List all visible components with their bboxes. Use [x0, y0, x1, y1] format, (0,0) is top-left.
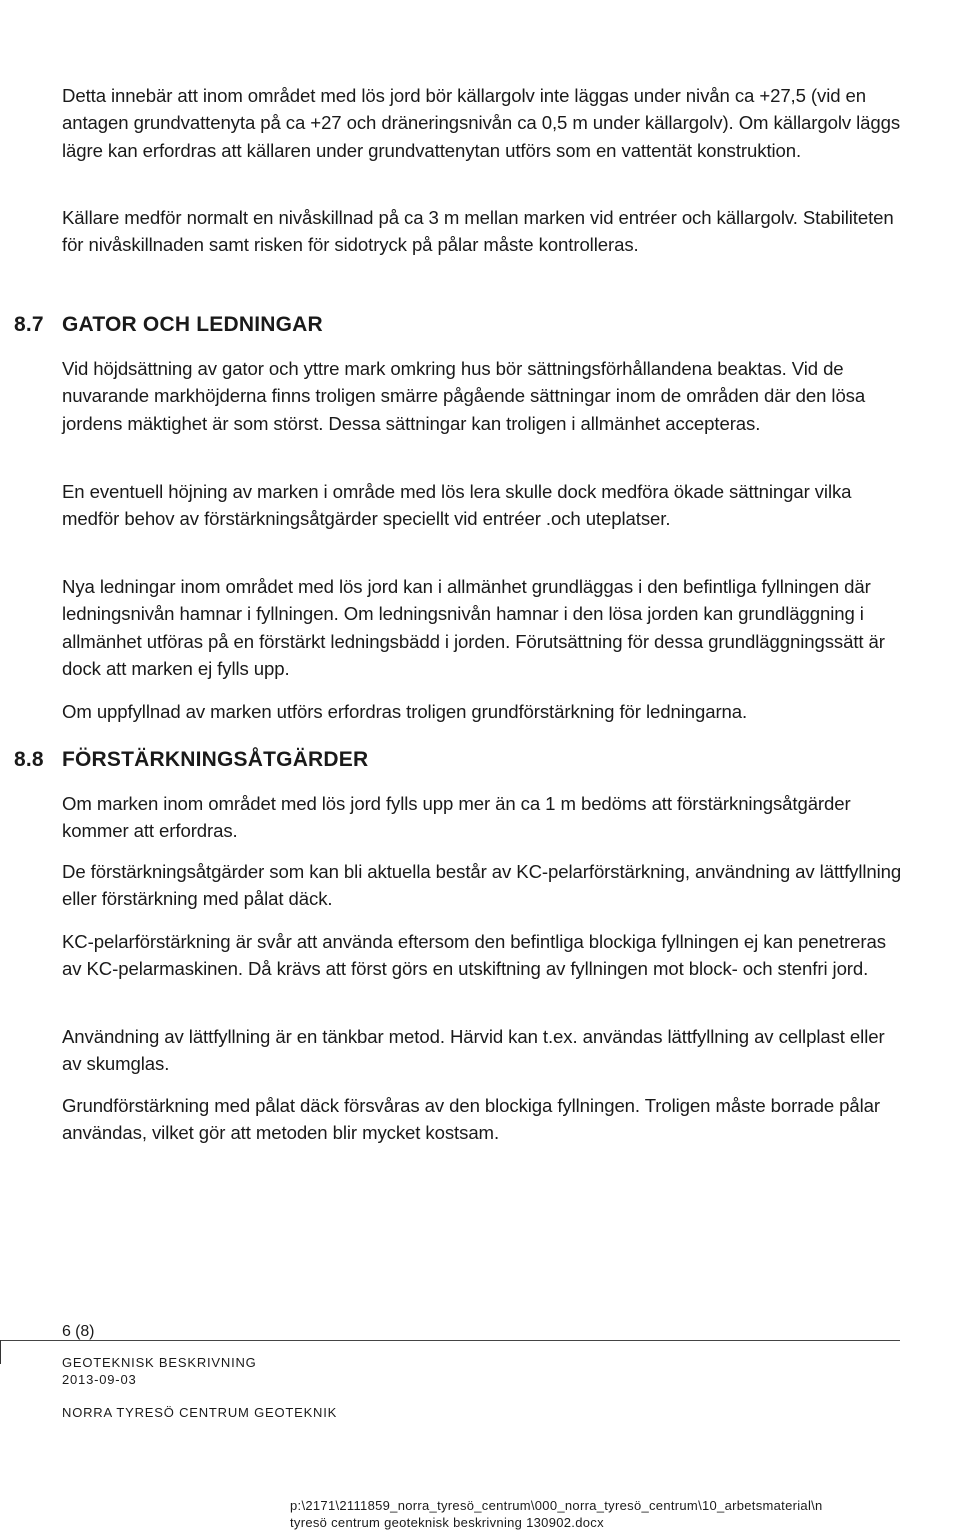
section-8-7-paragraph-2: En eventuell höjning av marken i område med lös lera skulle dock medföra ökade sättningar vilka medför behov av förstärkningsåtgärder speciellt vid entréer .och uteplatser. [62, 481, 852, 530]
section-number: 8.8 [14, 748, 44, 771]
footer-project-name: NORRA TYRESÖ CENTRUM GEOTEKNIK [62, 1405, 338, 1420]
section-8-7-paragraph-1: Vid höjdsättning av gator och yttre mark omkring hus bör sättningsförhållandena beaktas. Vid de nuvarande markhöjderna finns troligen smärre pågående sättningar inom de områden där den lösa jordens mäktighet är som störst. Dessa sättningar kan troligen i allmänhet accepteras. [62, 358, 866, 434]
footer-date: 2013-09-03 [62, 1372, 137, 1387]
section-title: GATOR OCH LEDNINGAR [62, 313, 323, 336]
section-8-7-heading [14, 313, 323, 337]
footer-divider-tick [0, 1340, 1, 1364]
section-8-8-paragraph-2: De förstärkningsåtgärder som kan bli aktuella består av KC-pelarförstärkning, användning av lättfyllning eller förstärkning med pålat däck. [62, 861, 902, 910]
section-8-8-paragraph-1: Om marken inom området med lös jord fylls upp mer än ca 1 m bedöms att förstärkningsåtgärder kommer att erfordras. [62, 793, 851, 842]
section-8-8-paragraph-4: Användning av lättfyllning är en tänkbar metod. Härvid kan t.ex. användas lättfyllning av cellplast eller av skumglas. [62, 1026, 885, 1075]
footer-file-path-line-2: tyresö centrum geoteknisk beskrivning 130902.docx [290, 1515, 604, 1530]
section-number: 8.7 [14, 313, 44, 336]
section-8-8-paragraph-3: KC-pelarförstärkning är svår att använda eftersom den befintliga blockiga fyllningen ej kan penetreras av KC-pelarmaskinen. Då krävs att först görs en utskiftning av fyllningen mot block- och stenfri jord. [62, 931, 886, 980]
section-8-6-paragraph-1: Detta innebär att inom området med lös jord bör källargolv inte läggas under nivån ca +27,5 (vid en antagen grundvattenyta på ca +27 och dräneringsnivån ca 0,5 m under källargolv). Om källargolv läggs lägre kan erfordras att källaren under grundvattenytan utförs som en vattentät konstruktion. [62, 85, 901, 161]
section-8-8-paragraph-5: Grundförstärkning med pålat däck försvåras av den blockiga fyllningen. Troligen måste borrade pålar användas, vilket gör att metoden blir mycket kostsam. [62, 1095, 880, 1144]
section-title: FÖRSTÄRKNINGSÅTGÄRDER [62, 748, 369, 771]
section-8-8-heading [14, 748, 368, 772]
footer-divider [0, 1340, 900, 1341]
section-8-7-paragraph-4: Om uppfyllnad av marken utförs erfordras troligen grundförstärkning för ledningarna. [62, 701, 748, 722]
section-8-7-paragraph-3: Nya ledningar inom området med lös jord kan i allmänhet grundläggas i den befintliga fyllningen där ledningsnivån hamnar i fyllningen. Om ledningsnivån hamnar i den lösa jorden kan grundläggning i allmänhet utföras på en förstärkt ledningsbädd i jorden. Förutsättning för dessa grundläggningssätt är dock att marken ej fylls upp. [62, 576, 885, 679]
footer-document-type: GEOTEKNISK BESKRIVNING [62, 1355, 257, 1370]
page-number: 6 (8) [62, 1323, 95, 1340]
section-8-6-paragraph-2: Källare medför normalt en nivåskillnad på ca 3 m mellan marken vid entréer och källargolv. Stabiliteten för nivåskillnaden samt risken för sidotryck på pålar måste kontrolleras. [62, 207, 894, 256]
footer-file-path-line-1: p:\2171\2111859_norra_tyresö_centrum\000_norra_tyresö_centrum\10_arbetsmaterial\n [290, 1498, 823, 1513]
